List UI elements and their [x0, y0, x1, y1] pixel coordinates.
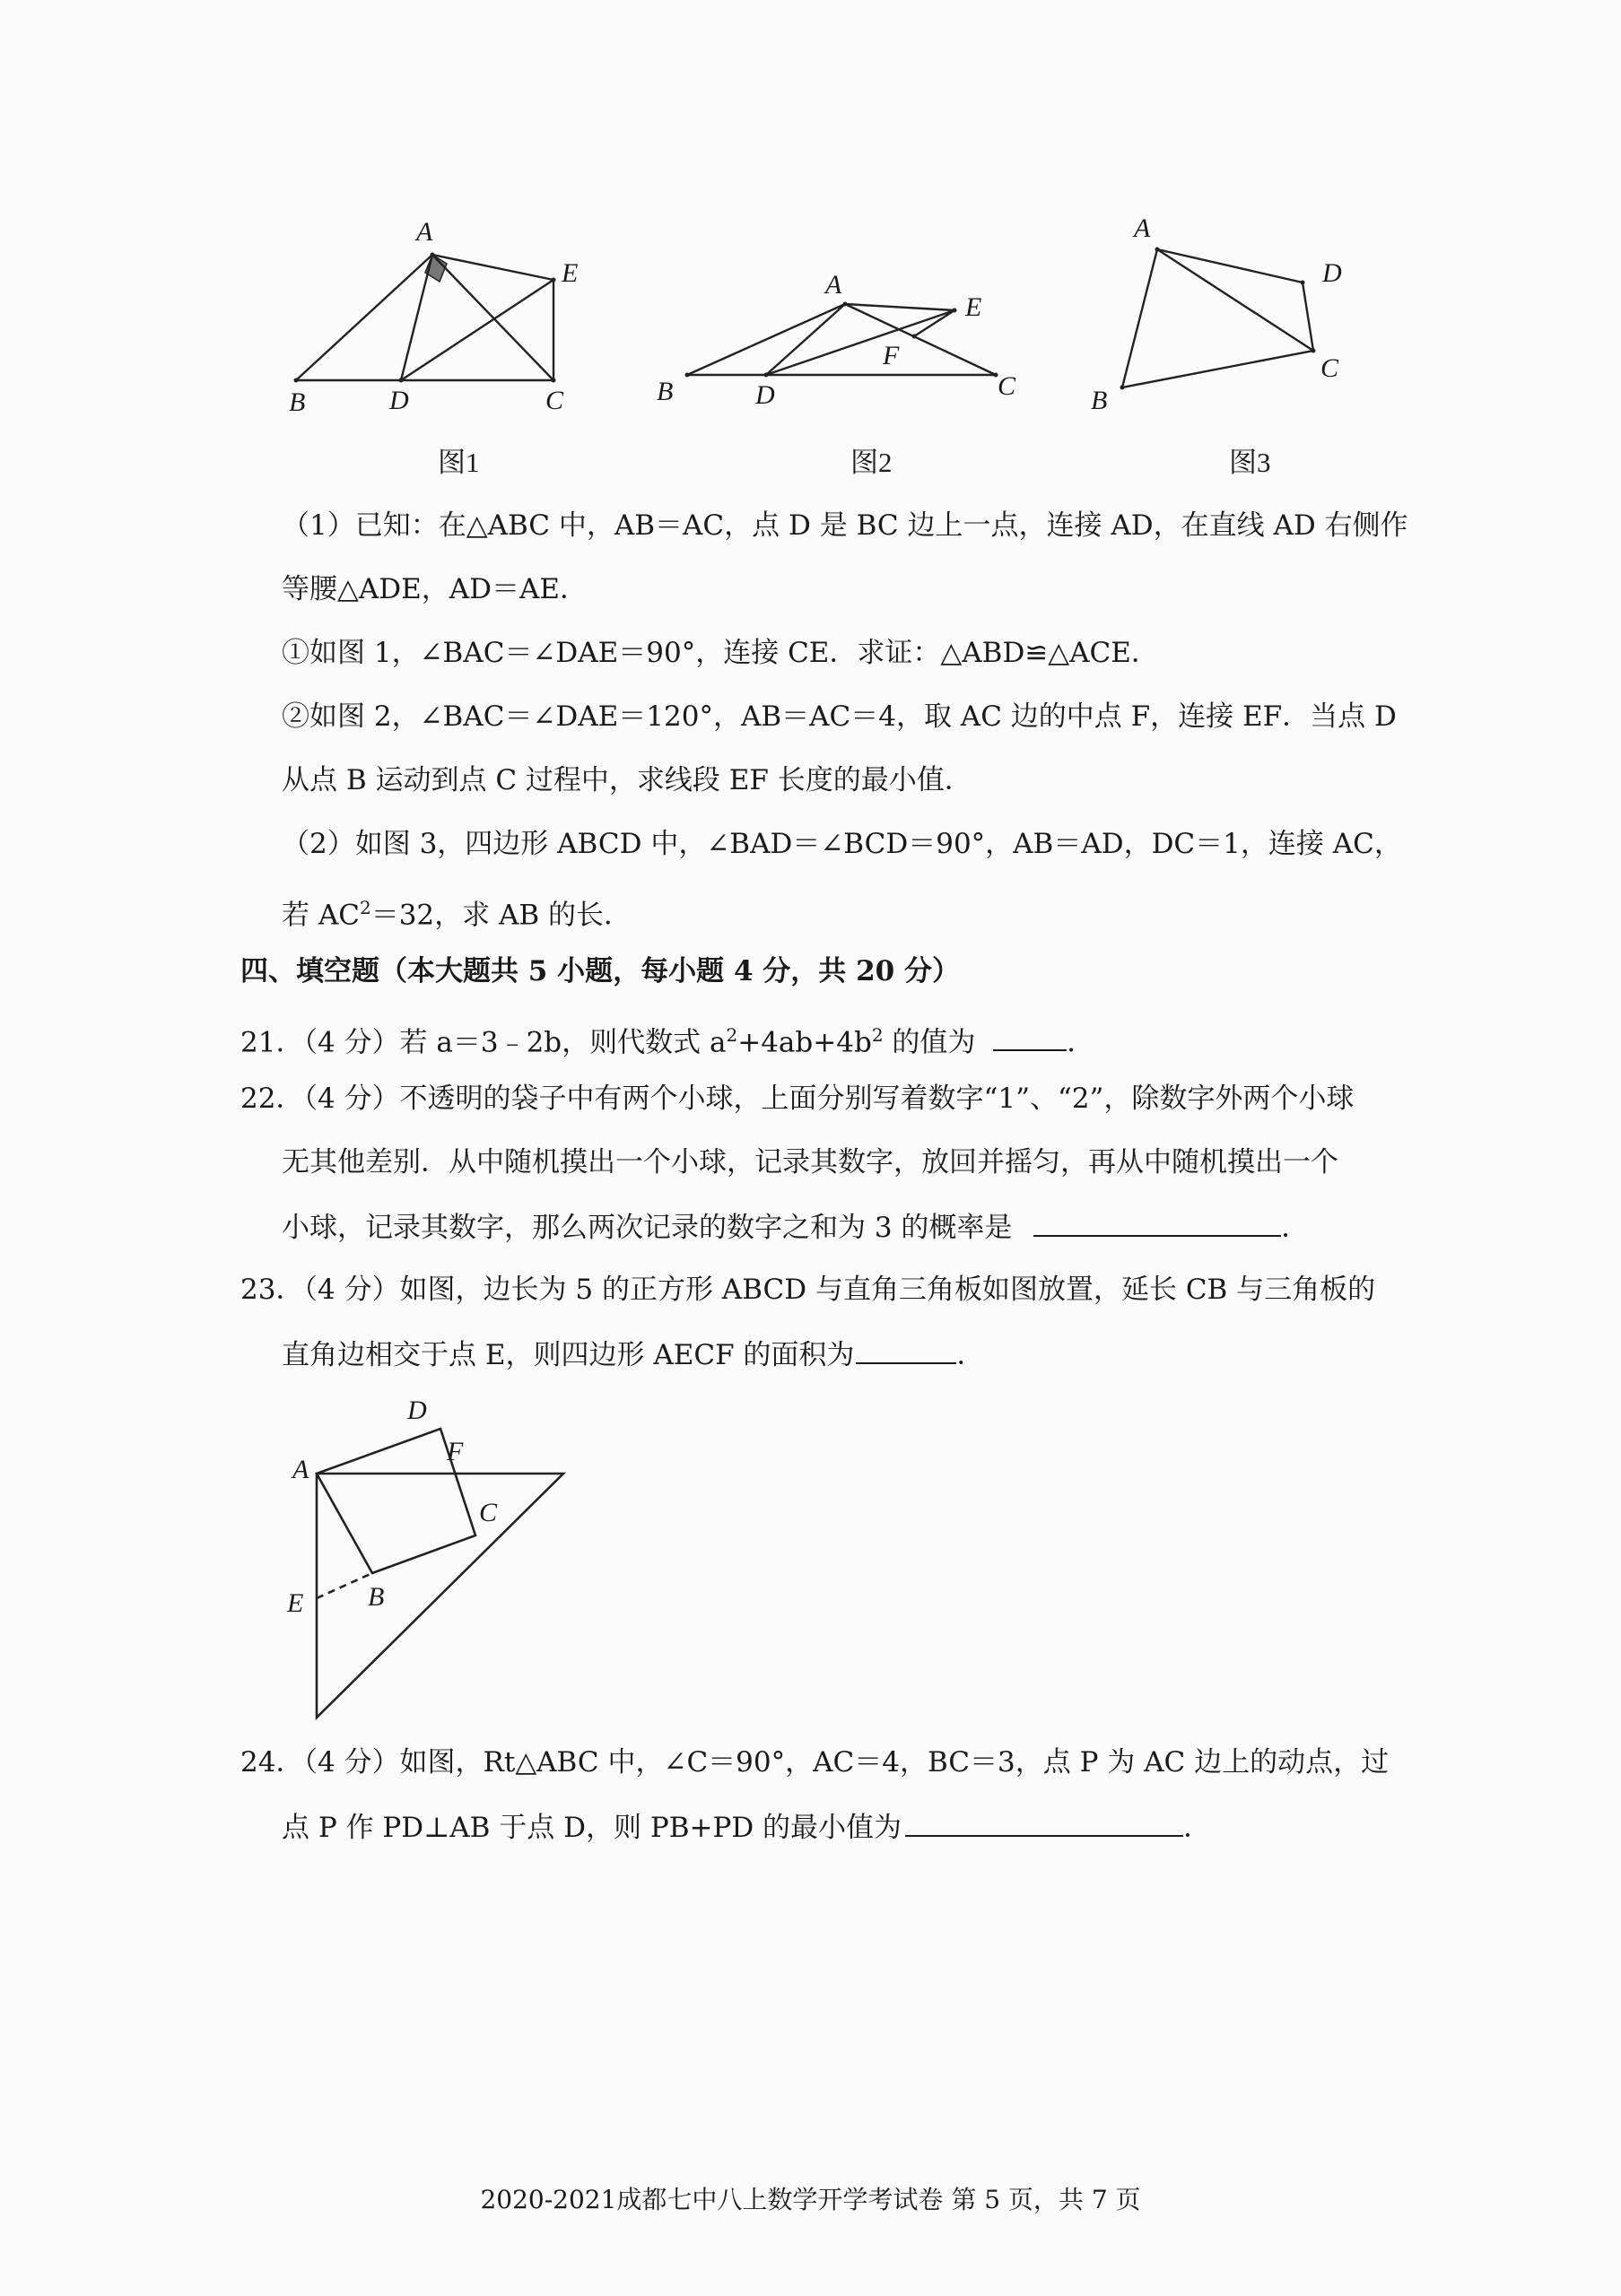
figure-2 — [687, 304, 996, 375]
problem20-line7-b: ＝32，求 AB 的长． — [370, 899, 632, 932]
problem20-line7-a: 若 AC — [282, 899, 360, 932]
q23-line1: 23．（4 分）如图，边长为 5 的正方形 ABCD 与直角三角板如图放置，延长 CB 与三角板的 — [240, 1274, 1376, 1306]
fig2-label-e: E — [965, 292, 982, 322]
q24-line1: 24．（4 分）如图，Rt△ABC 中，∠C＝90°，AC＝4，BC＝3，点 P 为 AC 边上的动点，过 — [240, 1746, 1390, 1779]
q22-answer-blank[interactable] — [1033, 1208, 1281, 1237]
figure-q23 — [317, 1429, 563, 1718]
q23-line2-text: 直角边相交于点 E，则四边形 AECF 的面积为 — [282, 1339, 855, 1371]
fig23-label-b: B — [368, 1582, 385, 1612]
q22-end: ． — [1281, 1212, 1310, 1244]
q21-text-c: 的值为 — [883, 1026, 976, 1059]
section4-title: 四、填空题（本大题共 5 小题，每小题 4 分，共 20 分） — [240, 955, 961, 987]
problem20-line3: ①如图 1，∠BAC＝∠DAE＝90°，连接 CE．求证：△ABD≌△ACE． — [282, 637, 1159, 669]
q22-line3-text: 小球，记录其数字，那么两次记录的数字之和为 3 的概率是 — [282, 1212, 1013, 1244]
figure-3 — [1122, 249, 1313, 387]
fig1-label-b: B — [289, 387, 306, 417]
fig3-label-d: D — [1322, 258, 1342, 288]
fig2-label-d: D — [755, 380, 775, 410]
fig23-label-f: F — [447, 1437, 464, 1466]
q23-answer-blank[interactable] — [856, 1335, 956, 1364]
fig23-label-d: D — [407, 1396, 427, 1425]
fig2-label-c: C — [998, 371, 1016, 401]
fig23-label-e: E — [287, 1588, 304, 1618]
q21-sup2: 2 — [871, 1024, 884, 1046]
fig3-label-c: C — [1320, 353, 1339, 383]
q21-end: ． — [1067, 1026, 1095, 1059]
problem20-line7-sup: 2 — [359, 897, 371, 918]
fig2-caption: 图2 — [850, 447, 893, 478]
fig2-label-b: B — [657, 377, 674, 406]
problem20-line7 — [282, 890, 1621, 933]
problem20-line4: ②如图 2，∠BAC＝∠DAE＝120°，AB＝AC＝4，取 AC 边的中点 F，连接 EF．当点 D — [282, 700, 1397, 733]
q23-line2 — [282, 1335, 1621, 1373]
q21-text-a: 21．（4 分）若 a＝3﹣2b，则代数式 a — [240, 1026, 727, 1059]
q22-line2: 无其他差别．从中随机摸出一个小球，记录其数字，放回并摇匀，再从中随机摸出一个 — [282, 1146, 1338, 1178]
fig2-label-f: F — [883, 341, 900, 370]
q22-line3 — [282, 1208, 1621, 1246]
fig1-label-d: D — [389, 386, 409, 415]
fig1-caption: 图1 — [438, 447, 480, 478]
figure-1 — [296, 255, 553, 380]
q24-line2 — [282, 1808, 1621, 1846]
fig3-label-b: B — [1091, 386, 1108, 415]
q21-sup1: 2 — [726, 1024, 738, 1046]
fig23-label-c: C — [479, 1498, 498, 1527]
fig3-label-a: A — [1134, 213, 1151, 243]
q24-line2-text: 点 P 作 PD⊥AB 于点 D，则 PB+PD 的最小值为 — [282, 1812, 902, 1844]
problem20-line1: （1）已知：在△ABC 中，AB＝AC，点 D 是 BC 边上一点，连接 AD，在直线 AD 右侧作 — [282, 509, 1408, 542]
q24-answer-blank[interactable] — [905, 1808, 1183, 1837]
problem20-line6: （2）如图 3，四边形 ABCD 中，∠BAD＝∠BCD＝90°，AB＝AD，DC＝1，连接 AC， — [282, 828, 1402, 860]
fig23-label-a: A — [292, 1455, 309, 1484]
fig1-label-a: A — [416, 217, 433, 247]
fig3-caption: 图3 — [1229, 447, 1271, 478]
fig1-label-c: C — [545, 386, 564, 415]
q24-end: ． — [1183, 1812, 1212, 1844]
page-footer: 2020-2021成都七中八上数学开学考试卷 第 5 页，共 7 页 — [480, 2185, 1141, 2214]
problem20-line5: 从点 B 运动到点 C 过程中，求线段 EF 长度的最小值． — [282, 764, 972, 796]
q21-line — [240, 1017, 1621, 1060]
q21-text-b: +4ab+4b — [737, 1026, 872, 1059]
problem20-line2: 等腰△ADE，AD＝AE． — [282, 573, 588, 605]
fig1-label-e: E — [562, 258, 579, 288]
q21-answer-blank[interactable] — [993, 1022, 1067, 1051]
fig2-label-a: A — [825, 270, 842, 300]
q22-line1: 22．（4 分）不透明的袋子中有两个小球，上面分别写着数字“1”、“2”，除数字外两个小球 — [240, 1083, 1355, 1115]
q23-end: ． — [956, 1339, 985, 1371]
